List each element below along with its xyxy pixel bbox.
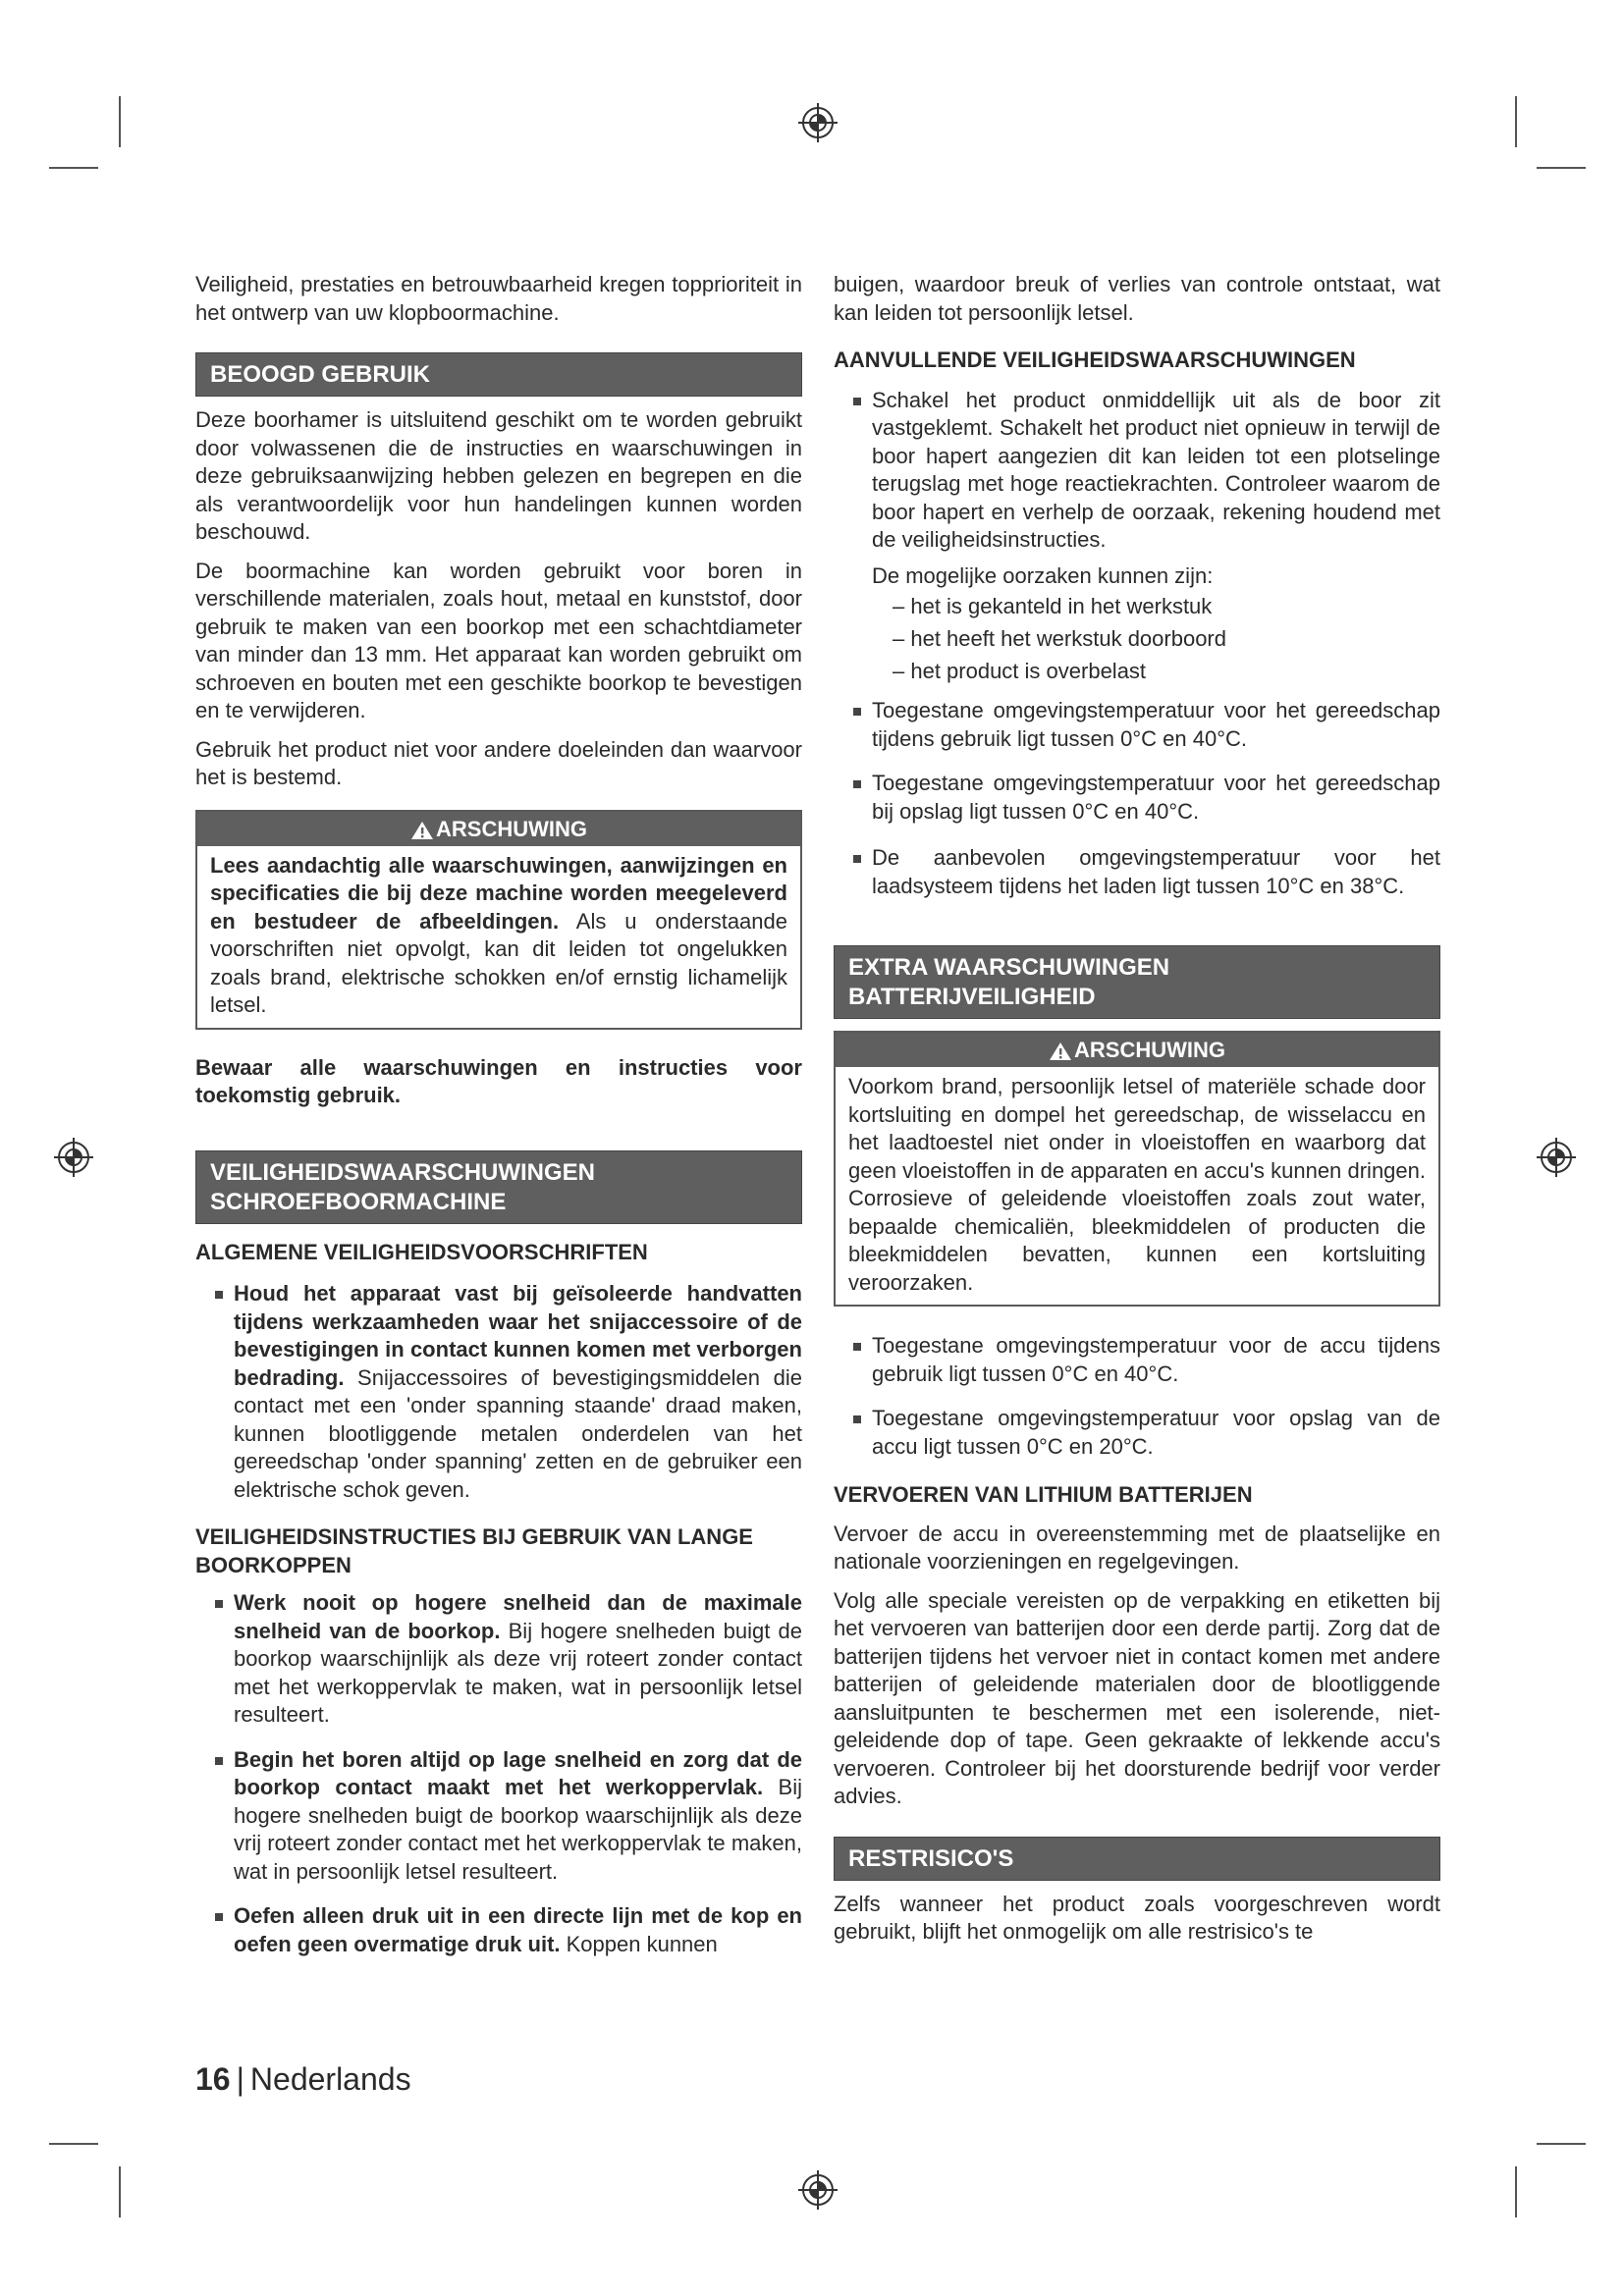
subheading-transport: VERVOEREN VAN LITHIUM BATTERIJEN: [834, 1482, 1253, 1507]
intended-use-paragraph: De boormachine kan worden gebruikt voor boren in verschillende materialen, zoals hout, metaal en kunststof, door gebruik te maken van een boorkop met een schachtdiameter van minder dan 13 mm. Het apparaat kan worden gebruikt om schroeven en bouten met een geschikte boorkop te bevestigen en te verwijderen.: [195, 558, 802, 722]
intended-use-paragraph: Deze boorhamer is uitsluitend geschikt om te worden gebruikt door volwassenen die de instructies en waarschuwingen in deze gebruiksaanwijzing hebben gelezen en begrepen en die als verantwoordelijk voor hun handelingen kunnen worden beschouwd.: [195, 407, 802, 544]
warning-box-title: [836, 1033, 1438, 1067]
causes-intro: De mogelijke oorzaken kunnen zijn:: [872, 562, 1214, 588]
bullet-square-icon: [215, 1291, 223, 1299]
bullet-square-icon: [853, 855, 861, 863]
list-item: [195, 1589, 802, 1730]
footer-language: Nederlands: [249, 2061, 411, 2097]
bullet-square-icon: [215, 1913, 223, 1921]
warning-box-body: [197, 846, 800, 1028]
bullet-square-icon: [853, 708, 861, 716]
bullet-square-icon: [215, 1757, 223, 1765]
transport-paragraph: Volg alle speciale vereisten op de verpakking en etiketten bij het vervoeren van batterijen door een derde partij. Zorg dat de batterijen tijdens het vervoer niet in contact komen met andere batterijen of geleidende materialen door de blootliggende aansluitpunten te beschermen met een isolerende, niet-geleidende dop of tape. Geen gekraakte of lekkende accu's vervoeren. Controleer bij het doorsturende bedrijf voor verder advies.: [834, 1587, 1440, 1808]
warning-triangle-icon: [1049, 1041, 1072, 1061]
list-item-text: Toegestane omgevingstemperatuur voor het gereedschap tijdens gebruik ligt tussen 0°C en 40°C.: [872, 698, 1440, 751]
registration-mark-icon: [797, 102, 839, 143]
list-item-text: Snijaccessoires of bevestigingsmiddelen die contact met een 'onder spanning staande' draad maken, kunnen blootliggende metalen onderdelen van het gereedschap 'onder spanning' zetten en de gebruiker een elektrische schok geven.: [234, 1364, 802, 1502]
crop-mark: [119, 2166, 121, 2217]
residual-risks-paragraph: Zelfs wanneer het product zoals voorgeschreven wordt gebruikt, blijft het onmogelijk om alle restrisico's te: [834, 1891, 1440, 1944]
section-heading-line: VEILIGHEIDSWAARSCHUWINGEN: [210, 1158, 596, 1186]
list-item: [195, 1280, 802, 1504]
subheading-additional-warnings: AANVULLENDE VEILIGHEIDSWAARSCHUWINGEN: [834, 347, 1356, 372]
page-number: 16: [195, 2061, 231, 2097]
list-item-bold: Werk nooit op hogere snelheid dan de maximale snelheid van de boorkop.: [234, 1590, 802, 1643]
crop-mark: [49, 2143, 98, 2145]
intro-paragraph: Veiligheid, prestaties en betrouwbaarheid kregen topprioriteit in het ontwerp van uw klopboormachine.: [195, 272, 802, 325]
cause-item: – het product is overbelast: [893, 659, 1147, 683]
list-item: [834, 697, 1440, 753]
right-column: [834, 271, 1440, 1947]
bullet-square-icon: [215, 1600, 223, 1608]
transport-paragraph: Vervoer de accu in overeenstemming met de plaatselijke en nationale voorzieningen en regelgevingen.: [834, 1521, 1440, 1574]
warning-box: [834, 1031, 1440, 1307]
list-item: [834, 1332, 1440, 1388]
list-item: [834, 387, 1440, 555]
continued-paragraph: buigen, waardoor breuk of verlies van controle ontstaat, wat kan leiden tot persoonlijk letsel.: [834, 272, 1440, 325]
bullet-square-icon: [853, 1343, 861, 1351]
bullet-square-icon: [853, 780, 861, 788]
registration-mark-icon: [1536, 1137, 1577, 1178]
crop-mark: [1515, 2166, 1517, 2217]
list-item-text: Bij hogere snelheden buigt de boorkop waarschijnlijk als deze vrij roteert zonder contact met het werkoppervlak te maken, wat in persoonlijk letsel resulteert.: [234, 1775, 802, 1884]
bullet-square-icon: [853, 398, 861, 405]
list-item-text: De aanbevolen omgevingstemperatuur voor het laadsysteem tijdens het laden ligt tussen 10°C en 38°C.: [872, 845, 1440, 898]
crop-mark: [49, 167, 98, 169]
list-item-text: Koppen kunnen: [560, 1931, 718, 1956]
warning-box-body: Voorkom brand, persoonlijk letsel of materiële schade door kortsluiting en dompel het gereedschap, de wisselaccu en het laadtoestel niet onder in vloeistoffen en waarborg dat geen vloeistoffen in de apparaten en accu's kunnen dringen. Corrosieve of geleidende vloeistoffen zoals zout water, bepaalde chemicaliën, bleekmiddelen of producten die bleekmiddelen bevatten, kunnen een kortsluiting veroorzaken.: [848, 1074, 1426, 1295]
section-heading-line: SCHROEFBOORMACHINE: [210, 1188, 507, 1215]
list-item-text: Toegestane omgevingstemperatuur voor opslag van de accu ligt tussen 0°C en 20°C.: [872, 1406, 1440, 1459]
section-heading-line: EXTRA WAARSCHUWINGEN: [848, 954, 1170, 981]
subheading-long-bits: VEILIGHEIDSINSTRUCTIES BIJ GEBRUIK VAN LANGE BOORKOPPEN: [195, 1524, 753, 1577]
crop-mark: [1537, 2143, 1586, 2145]
list-item-bold: Oefen alleen druk uit in een directe lijn met de kop en oefen geen overmatige druk uit.: [234, 1903, 802, 1956]
list-item: [834, 844, 1440, 900]
warning-title-text: ARSCHUWING: [436, 816, 587, 841]
warning-text: Als u onderstaande voorschriften niet opvolgt, kan dit leiden tot ongelukken zoals brand, elektrische schokken en/of ernstig lichamelijk letsel.: [210, 908, 787, 1017]
list-item-text: Bij hogere snelheden buigt de boorkop waarschijnlijk als deze vrij roteert zonder contact met het werkoppervlak te maken, wat in persoonlijk letsel resulteert.: [234, 1618, 802, 1727]
crop-mark: [1515, 96, 1517, 147]
bullet-square-icon: [853, 1415, 861, 1423]
section-heading-intended-use: BEOOGD GEBRUIK: [195, 352, 802, 397]
list-item: [834, 770, 1440, 826]
list-item: [834, 1405, 1440, 1461]
crop-mark: [119, 96, 121, 147]
keep-instructions-note: Bewaar alle waarschuwingen en instructies voor toekomstig gebruik.: [195, 1054, 802, 1107]
page-footer: [195, 2061, 411, 2098]
section-heading-line: BATTERIJVEILIGHEID: [848, 984, 1096, 1010]
left-column: [195, 271, 802, 1958]
warning-triangle-icon: [410, 821, 434, 840]
list-item-bold: Houd het apparaat vast bij geïsoleerde handvatten tijdens werkzaamheden waar het snijaccessoire of de bevestigingen in contact kunnen komen met verborgen bedrading.: [234, 1281, 802, 1390]
registration-mark-icon: [53, 1137, 94, 1178]
warning-box-title: [197, 812, 800, 846]
list-item: [195, 1746, 802, 1887]
intended-use-paragraph: Gebruik het product niet voor andere doeleinden dan waarvoor het is bestemd.: [195, 736, 802, 789]
footer-separator: |: [236, 2061, 244, 2097]
warning-box: [195, 810, 802, 1030]
cause-item: – het is gekanteld in het werkstuk: [893, 594, 1213, 618]
warning-bold-text: Lees aandachtig alle waarschuwingen, aanwijzingen en specificaties die bij deze machine worden meegeleverd en bestudeer de afbeeldingen.: [210, 852, 787, 934]
registration-mark-icon: [797, 2169, 839, 2211]
warning-title-text: ARSCHUWING: [1074, 1038, 1225, 1062]
section-heading-battery-safety: [834, 945, 1440, 1019]
section-heading-safety: [195, 1150, 802, 1224]
crop-mark: [1537, 167, 1586, 169]
list-item-text: Schakel het product onmiddellijk uit als de boor zit vastgeklemt. Schakelt het product niet opnieuw in terwijl de boor hapert aangezien dit kan leiden tot een plotselinge terugslag met hoge reactiekrachten. Controleer waarom de boor hapert en verhelp de oorzaak, rekening houdend met de veiligheidsinstructies.: [872, 387, 1440, 552]
list-item-bold: Begin het boren altijd op lage snelheid en zorg dat de boorkop contact maakt met het werkoppervlak.: [234, 1746, 802, 1799]
cause-item: – het heeft het werkstuk doorboord: [893, 626, 1226, 651]
list-item-text: Toegestane omgevingstemperatuur voor de accu tijdens gebruik ligt tussen 0°C en 40°C.: [872, 1333, 1440, 1386]
subheading-general-safety: ALGEMENE VEILIGHEIDSVOORSCHRIFTEN: [195, 1239, 648, 1264]
section-heading-residual-risks: RESTRISICO'S: [834, 1837, 1440, 1881]
list-item: [195, 1902, 802, 1958]
list-item-text: Toegestane omgevingstemperatuur voor het gereedschap bij opslag ligt tussen 0°C en 40°C.: [872, 771, 1440, 824]
